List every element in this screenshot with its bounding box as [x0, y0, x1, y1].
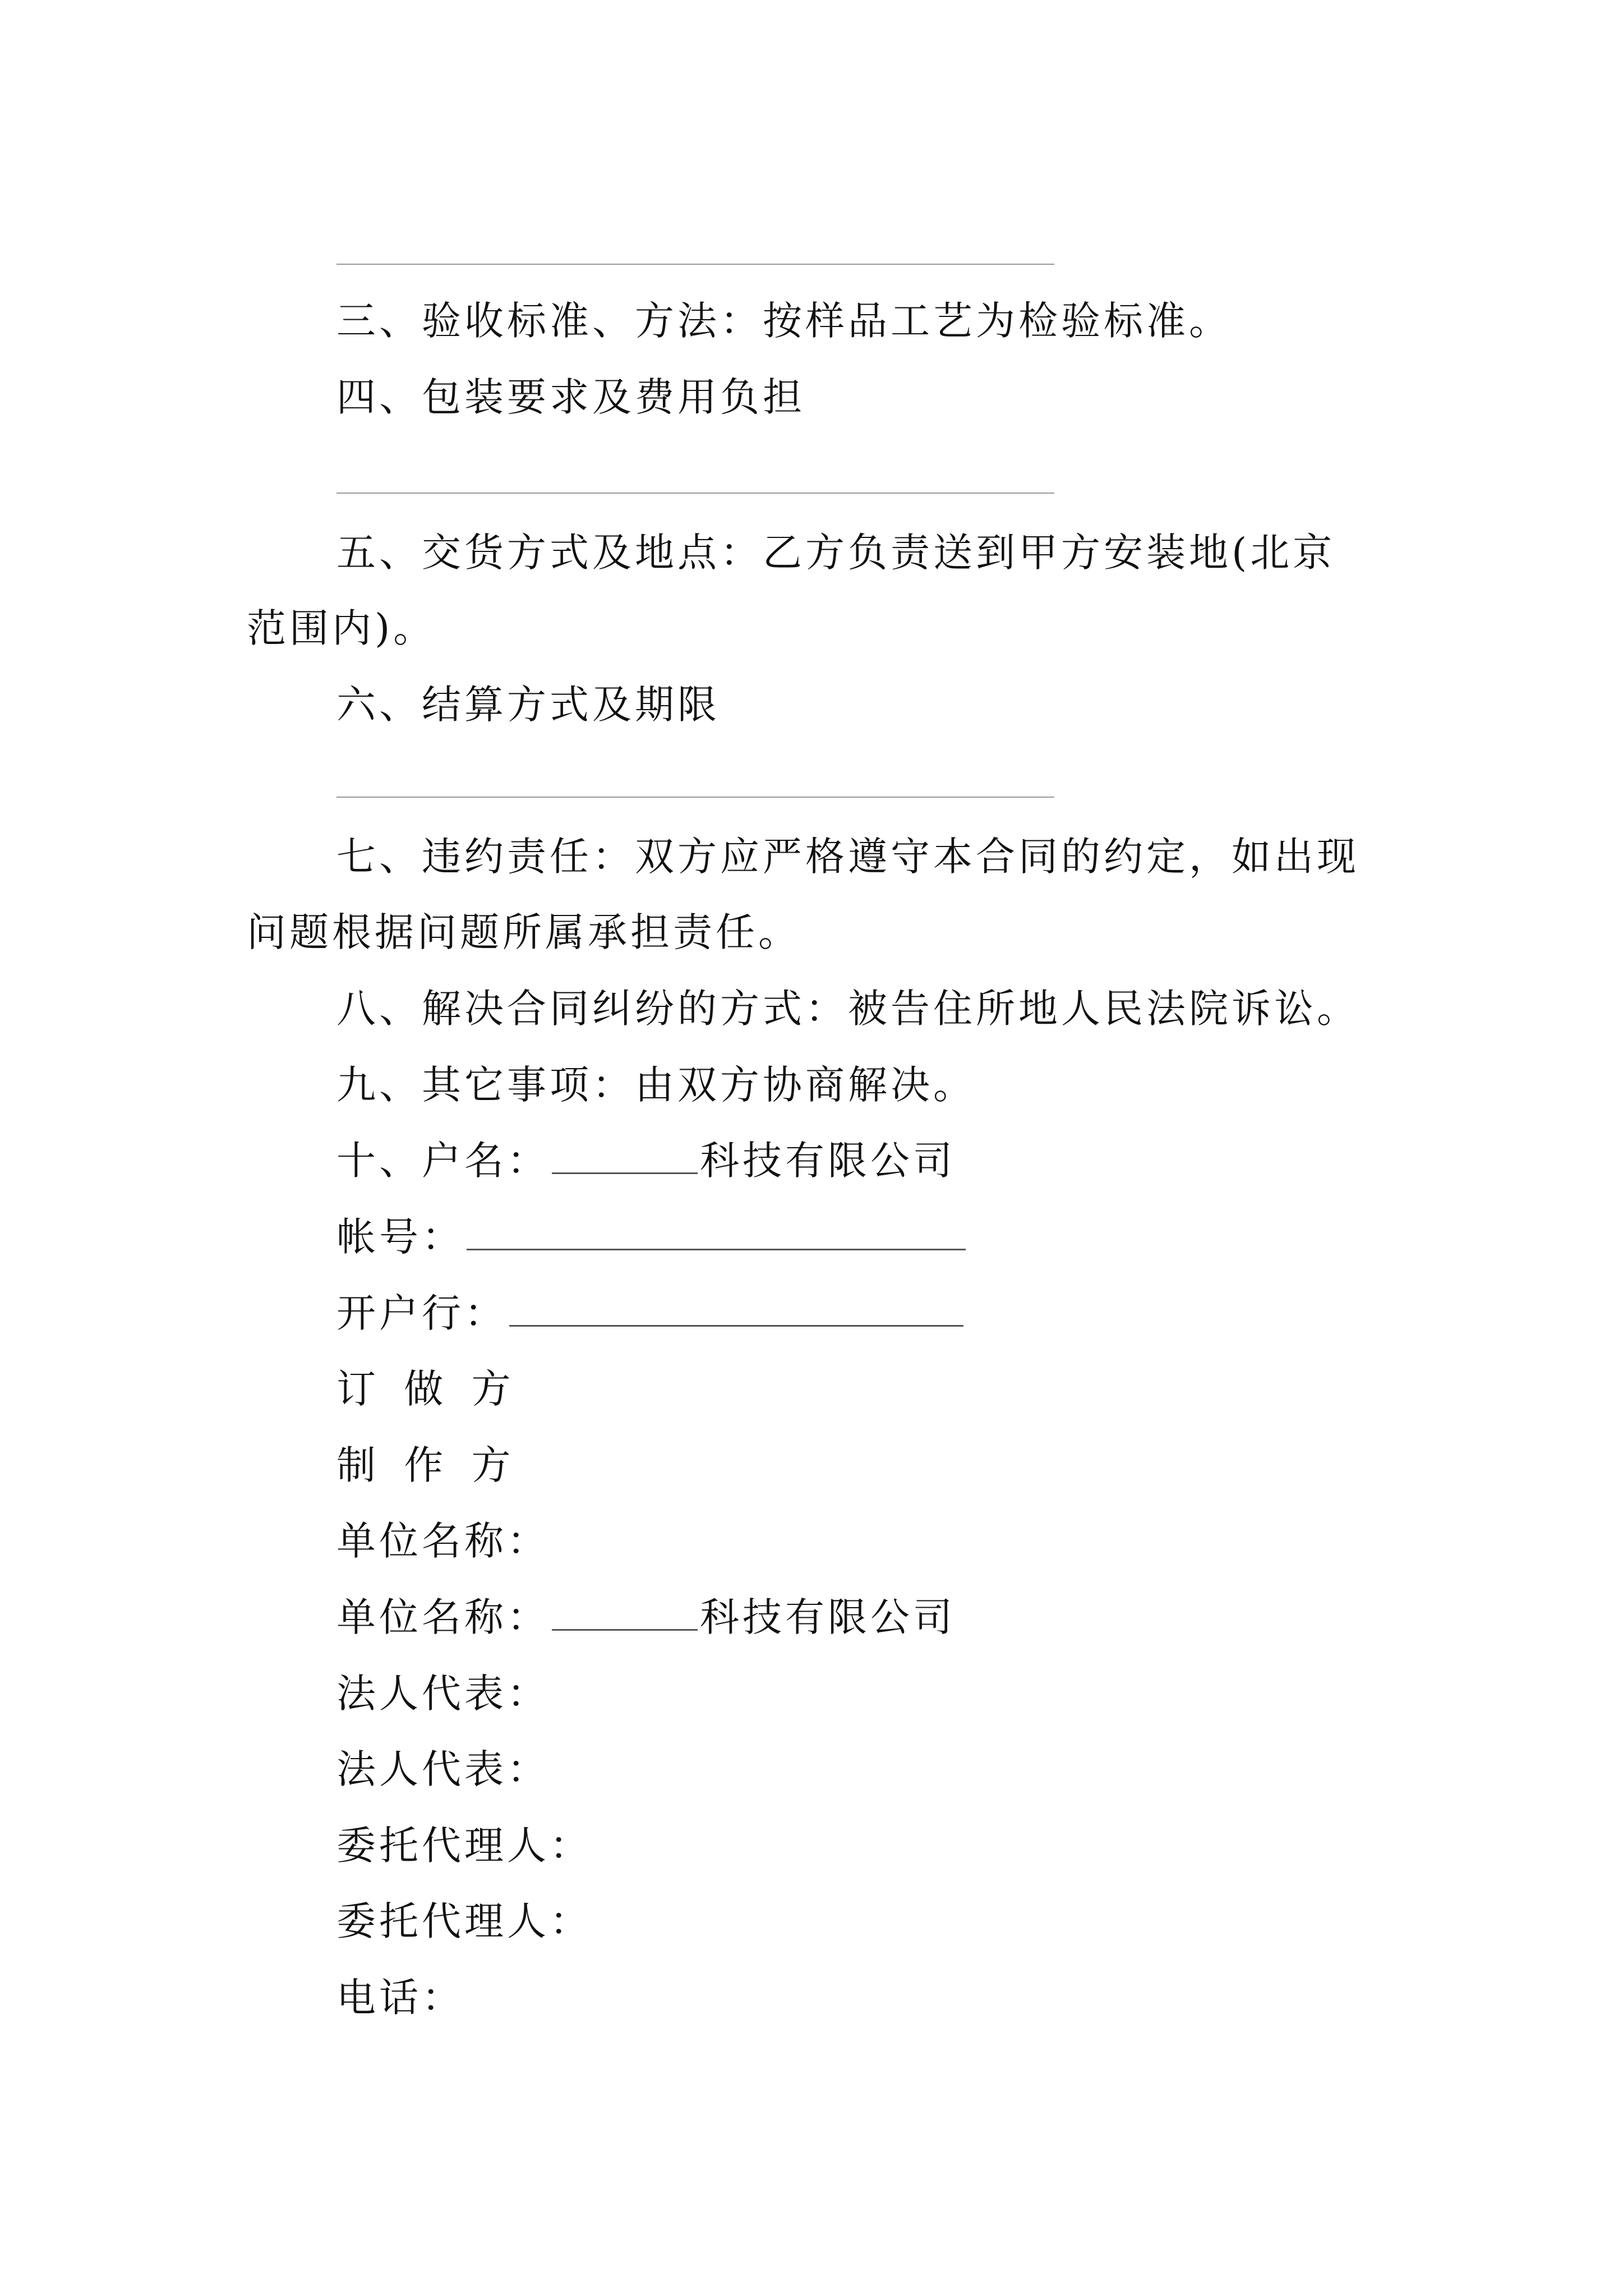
fill-in-line [336, 797, 1054, 798]
clause-delivery-cont: 范围内)。 [247, 605, 436, 651]
clause-account-name [336, 1133, 956, 1189]
clause-liability-cont: 问题根据问题所属承担责任。 [247, 909, 801, 955]
clause-dispute: 八、解决合同纠纷的方式：被告住所地人民法院诉讼。 [336, 986, 1359, 1032]
ordering-party-label: 订 做 方 [336, 1366, 519, 1412]
unit-name-suffix: 科技有限公司 [700, 1594, 956, 1640]
account-name-blank [552, 1133, 698, 1174]
account-name-suffix: 科技有限公司 [700, 1138, 956, 1184]
unit-name-row [336, 1589, 956, 1645]
clause-other: 九、其它事项：由双方协商解决。 [336, 1062, 976, 1108]
phone-label: 电话： [336, 1975, 464, 2021]
fill-in-line [336, 264, 1054, 265]
unit-name-label-2: 单位名称： [336, 1594, 550, 1640]
clause-settlement: 六、结算方式及期限 [336, 682, 720, 728]
bank-label: 开户行： [336, 1290, 507, 1336]
account-number-blank [467, 1209, 966, 1250]
account-number-row [336, 1209, 968, 1265]
clause-delivery: 五、交货方式及地点：乙方负责送到甲方安装地(北京 [336, 530, 1336, 576]
clause-liability: 七、违约责任：双方应严格遵守本合同的约定，如出现 [336, 834, 1359, 880]
bank-blank [509, 1286, 963, 1327]
legal-rep-label: 法人代表： [336, 1671, 550, 1717]
clause-acceptance: 三、验收标准、方法：按样品工艺为检验标准。 [336, 298, 1232, 344]
account-number-label: 帐号： [336, 1214, 464, 1260]
bank-row [336, 1285, 966, 1341]
legal-rep-label-2: 法人代表： [336, 1746, 550, 1792]
unit-name-label: 单位名称： [336, 1518, 550, 1564]
making-party-label: 制 作 方 [336, 1442, 519, 1488]
account-name-label: 十、户名： [336, 1138, 550, 1184]
agent-label: 委托代理人： [336, 1823, 592, 1869]
unit-name-blank [552, 1590, 698, 1631]
agent-label-2: 委托代理人： [336, 1898, 592, 1944]
clause-packaging: 四、包装要求及费用负担 [336, 374, 805, 420]
fill-in-line [336, 493, 1054, 494]
